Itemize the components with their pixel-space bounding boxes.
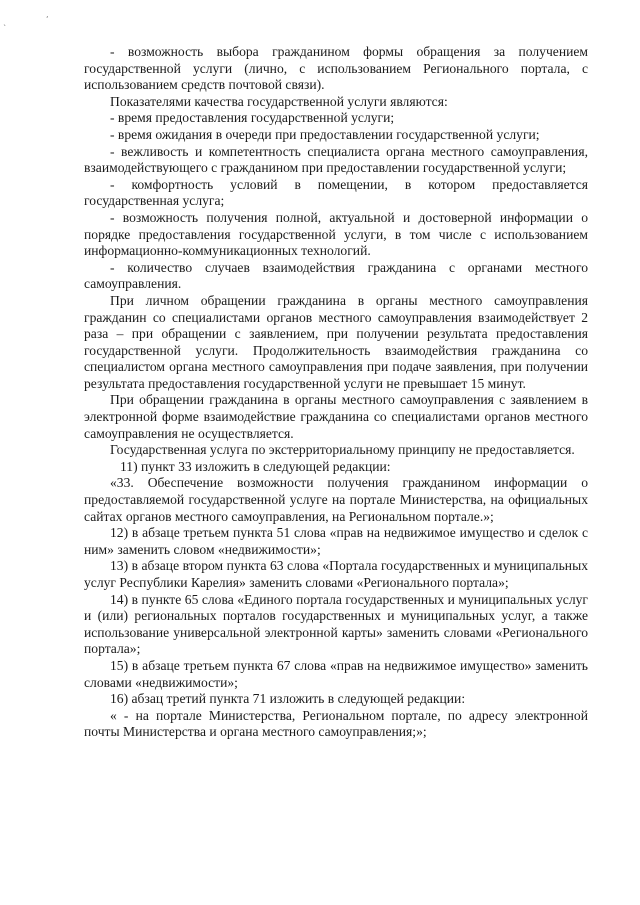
document-body — [84, 44, 588, 741]
paragraph: - количество случаев взаимодействия гражданина с органами местного самоуправления. — [84, 259, 588, 292]
paragraph: - возможность получения полной, актуальной и достоверной информации о порядке предоставления государственной услуги, в том числе с использованием информационно-коммуникационных технологий. — [84, 209, 588, 259]
paragraph: 15) в абзаце третьем пункта 67 слова «прав на недвижимое имущество» заменить словами «недвижимости»; — [84, 657, 588, 690]
scan-speck: ` — [3, 24, 7, 33]
paragraph: Государственная услуга по экстерриториальному принципу не предоставляется. — [110, 442, 575, 458]
paragraph: - комфортность условий в помещении, в котором предоставляется государственная услуга; — [84, 176, 588, 209]
paragraph: - вежливость и компетентность специалиста органа местного самоуправления, взаимодействующего с гражданином при предоставлении государственной услуги; — [84, 143, 588, 176]
paragraph: - возможность выбора гражданином формы обращения за получением государственной услуги (лично, с использованием Регионального портала, с использованием средств почтовой связи). — [84, 44, 588, 93]
scan-speck: , — [46, 10, 49, 19]
paragraph: « - на портале Министерства, Региональном портале, по адресу электронной почты Министерства и органа местного самоуправления;»; — [84, 707, 588, 740]
paragraph: - время предоставления государственной услуги; — [110, 110, 395, 126]
paragraph: 12) в абзаце третьем пункта 51 слова «прав на недвижимое имущество и сделок с ним» заменить словом «недвижимости»; — [84, 525, 588, 557]
paragraph: При обращении гражданина в органы местного самоуправления с заявлением в электронной форме взаимодействие гражданина со специалистами органов местного самоуправления не осуществляется. — [84, 392, 588, 441]
paragraph: «33. Обеспечение возможности получения гражданином информации о предоставляемой государственной услуге на портале Министерства, на официальных сайтах органов местного самоуправления, на Региональном портале.»; — [84, 475, 588, 524]
paragraph: 11) пункт 33 изложить в следующей редакции: — [120, 458, 391, 474]
paragraph: При личном обращении гражданина в органы местного самоуправления гражданин со специалистами органов местного самоуправления взаимодействует 2 раза – при обращении с заявлением, при получении результата предоставления государственной услуги. Продолжительность взаимодействия гражданина со специалистом органа местного самоуправления при подаче заявления, при получении результата предоставления государственной услуги не превышает 15 минут. — [84, 292, 588, 391]
paragraph: 14) в пункте 65 слова «Единого портала государственных и муниципальных услуг и (или) региональных порталов государственных и муниципальных услуг, а также использование универсальной электронной карты» заменить словами «Регионального портала»; — [84, 591, 588, 657]
paragraph: Показателями качества государственной услуги являются: — [110, 93, 448, 109]
paragraph: 13) в абзаце втором пункта 63 слова «Портала государственных и муниципальных услуг Республики Карелия» заменить словами «Регионального портала»; — [84, 558, 588, 590]
paragraph: - время ожидания в очереди при предоставлении государственной услуги; — [110, 126, 540, 142]
paragraph: 16) абзац третий пункта 71 изложить в следующей редакции: — [110, 691, 466, 707]
